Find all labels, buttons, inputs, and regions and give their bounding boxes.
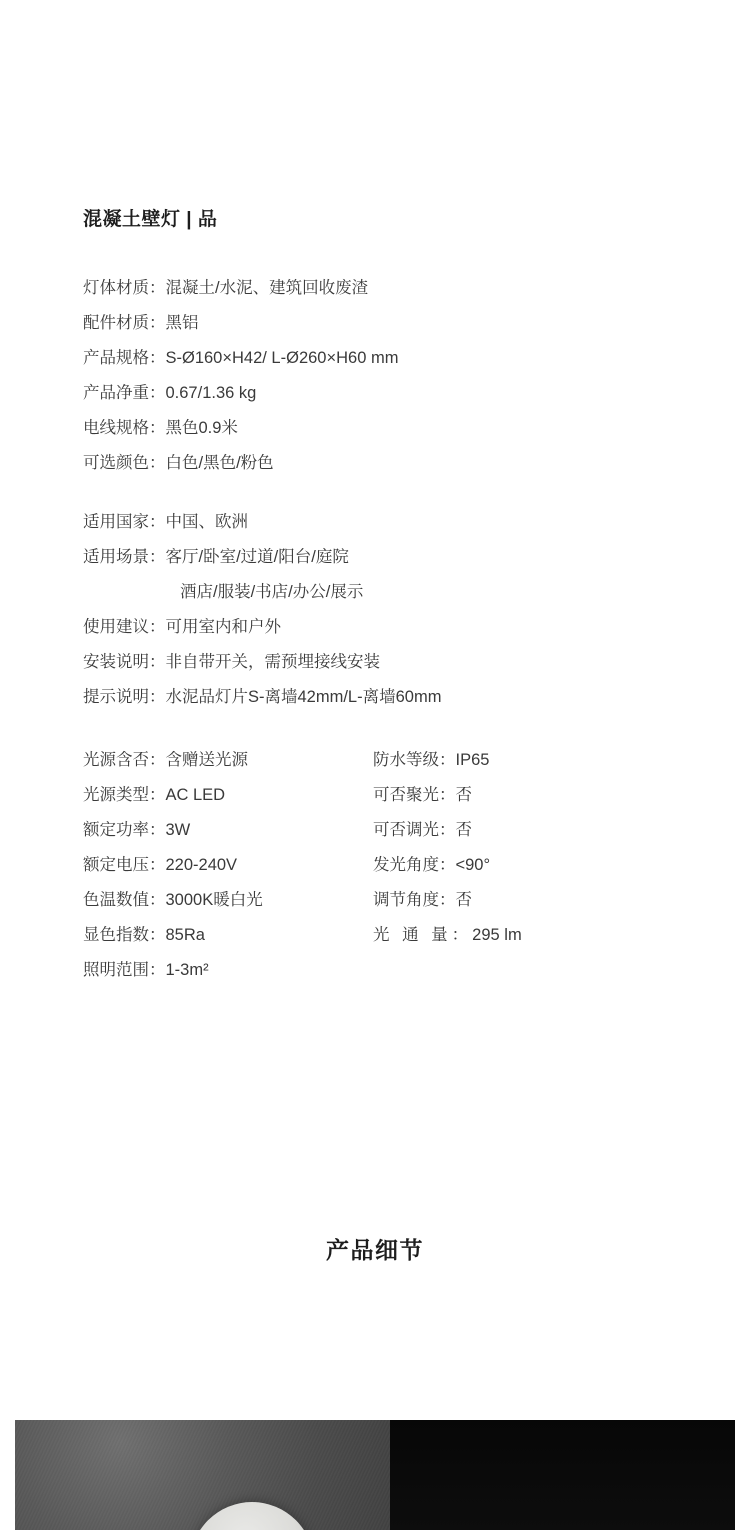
spec-row <box>83 446 683 481</box>
spec-row <box>83 610 683 645</box>
spec-group-technical <box>83 743 683 988</box>
spec-row <box>373 918 663 953</box>
spec-row <box>83 645 683 680</box>
spec-row <box>373 883 663 918</box>
spec-row <box>83 540 683 575</box>
spec-label: 适用国家： <box>83 512 166 531</box>
spec-row <box>83 743 373 778</box>
spec-label: 灯体材质： <box>83 278 166 297</box>
spec-label: 调节角度： <box>373 890 456 909</box>
spec-label: 可否聚光： <box>373 785 456 804</box>
photo-concrete-wall <box>15 1420 390 1530</box>
spec-value: 黑铝 <box>165 313 199 332</box>
spec-label: 光源含否： <box>83 750 166 769</box>
spec-label: 显色指数： <box>83 925 166 944</box>
spec-label: 光 通 量： <box>373 925 473 944</box>
spec-label: 防水等级： <box>373 750 456 769</box>
spec-value: 否 <box>455 820 472 839</box>
spec-row <box>83 883 373 918</box>
spec-row <box>373 848 663 883</box>
spec-value: 白色/黑色/粉色 <box>165 453 274 472</box>
section-heading-product-details: 产品细节 <box>326 1237 424 1263</box>
spec-label: 安装说明： <box>83 652 166 671</box>
spec-value: 含赠送光源 <box>165 750 248 769</box>
spec-value: 0.67/1.36 kg <box>165 383 257 402</box>
spec-row <box>83 376 683 411</box>
spec-value-continuation: 酒店/服装/书店/办公/展示 <box>180 582 364 601</box>
spec-value: 黑色0.9米 <box>165 418 238 437</box>
spec-row <box>83 306 683 341</box>
group-divider <box>83 481 683 505</box>
spec-group-usage <box>83 505 683 715</box>
technical-column-right <box>373 743 663 988</box>
spec-value: 否 <box>455 890 472 909</box>
spec-row <box>83 271 683 306</box>
spec-row <box>373 778 663 813</box>
spec-value: 85Ra <box>165 925 205 944</box>
spec-label: 额定功率： <box>83 820 166 839</box>
spec-row <box>83 505 683 540</box>
spec-value: 3W <box>165 820 191 839</box>
spec-value: S-Ø160×H42/ L-Ø260×H60 mm <box>165 348 399 367</box>
photo-dark-panel <box>390 1420 735 1530</box>
spec-row <box>83 680 683 715</box>
spec-value: 客厅/卧室/过道/阳台/庭院 <box>165 547 349 566</box>
spec-group-material <box>83 271 683 481</box>
spec-label: 可否调光： <box>373 820 456 839</box>
spec-value: 1-3m² <box>165 960 209 979</box>
spec-label: 可选颜色： <box>83 453 166 472</box>
spec-value: 3000K暖白光 <box>165 890 263 909</box>
spec-label: 色温数值： <box>83 890 166 909</box>
spec-label: 照明范围： <box>83 960 166 979</box>
spec-row <box>83 341 683 376</box>
spec-row <box>83 778 373 813</box>
page-title: 混凝土壁灯 | 品 <box>83 209 218 230</box>
spec-value: AC LED <box>165 785 226 804</box>
spec-value: IP65 <box>455 750 490 769</box>
spec-row <box>83 918 373 953</box>
spec-row <box>83 953 373 988</box>
spec-value: 否 <box>455 785 472 804</box>
spec-label: 光源类型： <box>83 785 166 804</box>
specification-block <box>83 208 683 988</box>
spec-label: 适用场景： <box>83 547 166 566</box>
spec-label: 产品净重： <box>83 383 166 402</box>
spec-label: 电线规格： <box>83 418 166 437</box>
spec-label: 发光角度： <box>373 855 456 874</box>
spec-row <box>83 813 373 848</box>
spec-value: 295 lm <box>472 925 522 944</box>
spec-label: 额定电压： <box>83 855 166 874</box>
spec-value: <90° <box>455 855 491 874</box>
spec-value: 水泥品灯片S-离墙42mm/L-离墙60mm <box>165 687 442 706</box>
spec-value: 220-240V <box>165 855 238 874</box>
spec-value: 中国、欧洲 <box>165 512 248 531</box>
spec-value: 可用室内和户外 <box>165 617 281 636</box>
spec-value: 混凝土/水泥、建筑回收废渣 <box>165 278 369 297</box>
spec-label: 提示说明： <box>83 687 166 706</box>
spec-row <box>373 813 663 848</box>
technical-column-left <box>83 743 373 988</box>
spec-label: 使用建议： <box>83 617 166 636</box>
spec-label: 配件材质： <box>83 313 166 332</box>
spec-row <box>83 411 683 446</box>
spec-value: 非自带开关，需预埋接线安装 <box>165 652 380 671</box>
spec-row <box>373 743 663 778</box>
spec-label: 产品规格： <box>83 348 166 367</box>
spec-row <box>83 848 373 883</box>
product-detail-photo <box>15 1420 735 1530</box>
